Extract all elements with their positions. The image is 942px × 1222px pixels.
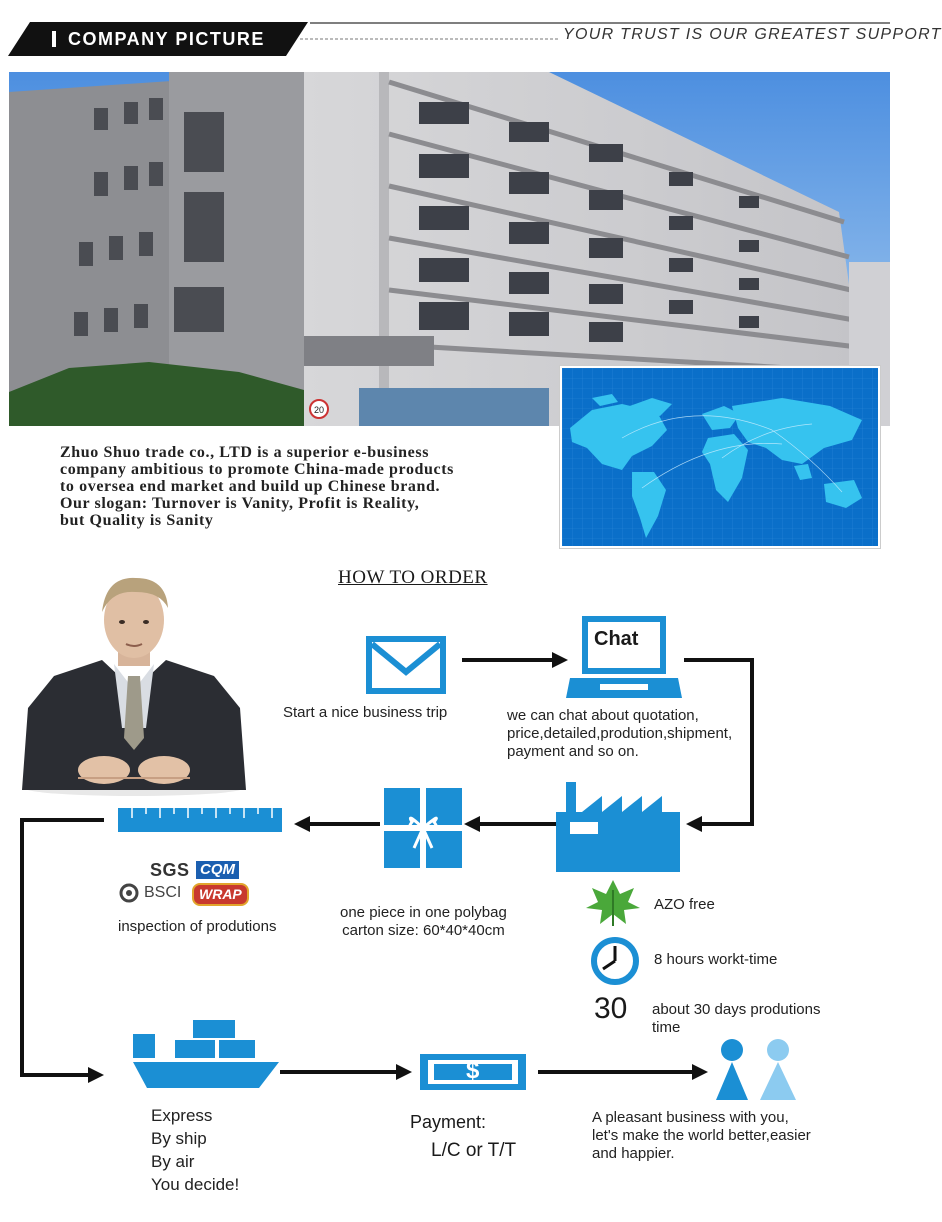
factory-icon [556,782,680,872]
envelope-icon [366,636,446,694]
chat-label: Chat [594,628,639,650]
cqm-logo: CQM [196,861,239,879]
payment-title: Payment: [410,1112,487,1132]
packing-label: one piece in one polybag carton size: 60*40*40cm [340,904,507,939]
azo-free-label: AZO free [654,896,715,913]
leaf-icon [586,880,640,926]
closing-message: A pleasant business with you, let's make the world better,easier and happier. [592,1109,811,1162]
header-slogan: YOUR TRUST IS OUR GREATEST SUPPORT [563,26,942,43]
laptop-chat-icon [566,614,682,700]
inspection-label: inspection of produtions [118,918,277,935]
shipping-options-label: Express By ship By air You decide! [151,1106,240,1194]
bsci-logo: BSCI [144,884,182,901]
header-title: COMPANY PICTURE [68,29,265,49]
days-number: 30 [594,992,628,1025]
clock-icon [587,936,643,986]
chat-description: we can chat about quotation, price,detailed,prodution,shipment, payment and so on. [507,707,733,760]
wrap-logo: WRAP [192,883,249,906]
bsci-icon [118,883,144,903]
ship-icon [133,1018,279,1088]
start-trip-label: Start a nice business trip [283,704,448,721]
days-label: about 30 days produtions time [652,1001,821,1036]
hours-label: 8 hours workt-time [654,951,778,968]
ruler-icon [118,808,282,832]
world-map-image [560,366,880,548]
sgs-logo: SGS [150,860,190,880]
company-description: Zhuo Shuo trade co., LTD is a superior e-business company ambitious to promote China-made products to oversea end market and build up Chinese brand. Our slogan: Turnover is Vanity, Profit is Reality, but Quality is Sanity [60,444,455,529]
dollar-sign: $ [466,1057,480,1084]
how-to-order-title: HOW TO ORDER [338,567,488,588]
people-icon [710,1038,806,1100]
package-icon [384,788,462,868]
payment-methods: L/C or T/T [431,1140,517,1161]
building-sign-text: 20 [313,405,325,415]
